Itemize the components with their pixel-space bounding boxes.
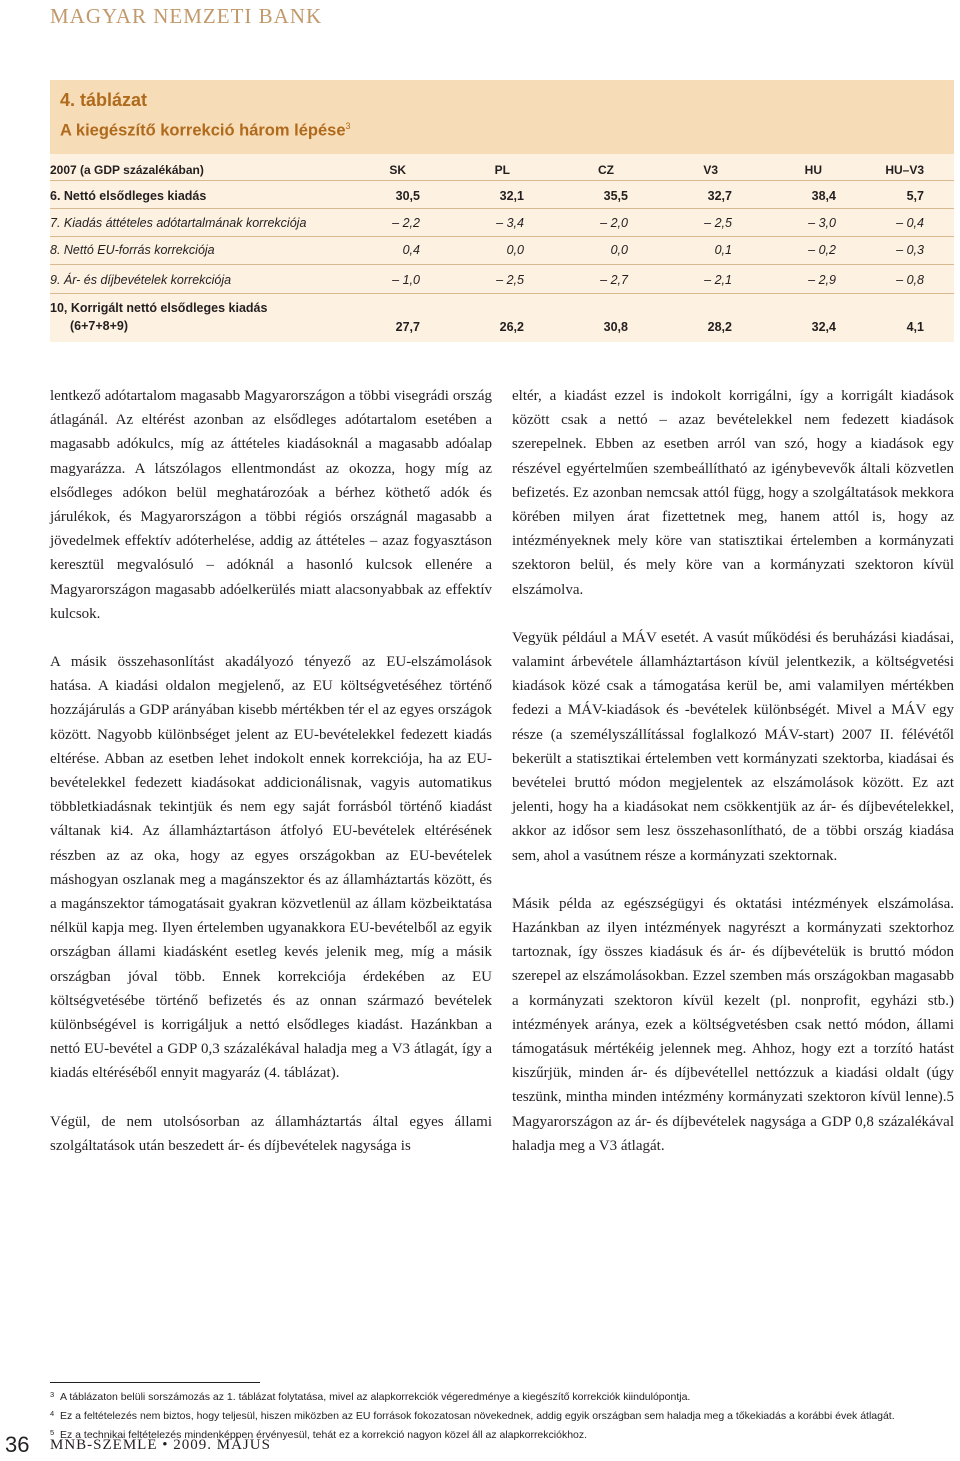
col-header-cz: CZ <box>598 163 614 177</box>
header-brand: MAGYAR NEMZETI BANK <box>50 4 323 28</box>
footnote-divider <box>50 1382 260 1383</box>
table-rule <box>50 236 954 237</box>
cell-v3: 0,1 <box>714 243 732 257</box>
cell-cz: 0,0 <box>610 243 628 257</box>
footnote-number: 3 <box>50 1390 55 1399</box>
cell-v3: 2,5 <box>714 216 732 230</box>
paragraph: A másik összehasonlítást akadályozó tényező az EU-elszámolások hatása. A kiadási oldalon megjelenő, az EU költségvetéséhez történő hozzájárulás a GDP arányában kisebb mértékben tér el az egyes országok között. Nagyobb különbséget jelent az EU-bevételekkel fedezett kiadás eltérése. Abban az esetben lehet indokolt ennek korrekciója, ha az EU-bevételekkel fedezett kiadásokat addicionálisnak, vagyis automatikus többletkiadásnak tekintjük és nem egy saját forrásból történő kiadást váltanak ki4. Az államháztartáson átfolyó EU-bevételek eltérésének részben az az oka, hogy az egyes országokban az EU-bevételek máshogyan oszlanak meg a magánszektor és az államháztartás között, és a magánszektor támogatásait gyakran közvetlenül az állam közbeiktatása nélkül kapja meg. Ilyen értelemben ugyanakkora EU-bevételből az egyik országban állami kiadásként esetleg kevés jelenik meg, míg a másik országban jóval több. Ennek korrekciója érdekében az EU költségvetésébe történő befizetés és az onnan származó bevételek különbségével is korrigáljuk a nettó elsődleges kiadást. Hazánkban a nettó EU-bevétel a GDP 0,3 százalékával haladja meg a V3 átlagát, így a kiadás eltéréséből ennyit magyaráz (4. táblázat). <box>50 654 492 1082</box>
cell-sk: 1,0 <box>402 273 420 287</box>
col-header-hu: HU <box>804 163 822 177</box>
publication-footer: MNB-SZEMLE • 2009. MÁJUS <box>50 1437 271 1453</box>
cell-hu: 32,4 <box>811 320 836 334</box>
table-subtitle-note: 3 <box>345 121 351 131</box>
cell-sk: 30,5 <box>395 189 420 203</box>
cell-pl: 32,1 <box>499 189 524 203</box>
col-header-v3: V3 <box>703 163 718 177</box>
cell-hu: 2,9 <box>818 273 836 287</box>
cell-hu: 38,4 <box>811 189 836 203</box>
table-rule <box>50 264 954 265</box>
total-label-line1: 10, Korrigált nettó elsődleges kiadás <box>50 301 268 315</box>
cell-hu-v3: 5,7 <box>906 189 924 203</box>
row-label: 9. Ár- és díjbevételek korrekciója <box>50 273 232 287</box>
footnote-number: 5 <box>50 1428 55 1437</box>
cell-v3: 32,7 <box>707 189 732 203</box>
table-header-band <box>50 80 954 154</box>
table-rule <box>50 180 954 181</box>
cell-hu-v3: 4,1 <box>906 320 924 334</box>
paragraph: Vegyük például a MÁV esetét. A vasút működési és beruházási kiadásai, valamint árbevétele államháztartáson kívül jelentkezik, a költségvetési kiadások közé csak a támogatása kerül be, ami valamilyen mértékben fedezi a MÁV-kiadások és -bevételek különbségét. Mivel a MÁV egy része (a személyszállítással foglalkozó MÁV-start) 2007 II. félévétől bekerült a statisztikai értelemben vett kormányzati szektorba, kiadásai és bevételei bruttó módon megjelentek az elszámolások között. Ez azt jelenti, hogy ha a kiadásokat nem csökkentjük az ár- és díjbevételekkel, akkor az idősor sem lesz összehasonlítható, de a többi ország kiadása sem, ahol a vasútnem része a kormányzati szektornak. <box>512 629 954 864</box>
footnote-text: Ez a technikai feltételezés mindenképpen érvényesül, tehát ez a korrekció nagyon közel áll az alapkorrekciókhoz. <box>60 1429 588 1441</box>
cell-cz: 35,5 <box>603 189 628 203</box>
table-title: 4. táblázat <box>60 90 148 110</box>
cell-v3: 2,1 <box>714 273 732 287</box>
cell-hu-v3: 0,3 <box>906 243 924 257</box>
row-label: 6. Nettó elsődleges kiadás <box>50 189 207 203</box>
paragraph: Másik példa az egészségügyi és oktatási intézmények elszámolása. Hazánkban az ilyen intézmények nagyrészt a kormányzati szektorhoz tartoznak, így összes kiadásuk és ár- és díjbevételük is bruttó módon szerepel az elszámolásokban. Ezzel szemben más országokban magasabb a kormányzati szektoron kívül kezelt (pl. nonprofit, egyházi stb.) intézmények aránya, ezek a költségvetésben csak nettó módon, állami támogatásuk mértékéig jelennek meg. Ahhoz, hogy ezt a torzító hatást kiszűrjük, minden ár- és díjbevétellel nettózzuk a kiadási oldalt (úgy teszünk, mintha minden intézmény kormányzati szektoron kívül lenne).5 Magyarországon az ár- és díjbevételek nagysága a GDP 0,8 százalékával haladja meg a V3 átlagát. <box>512 895 954 1154</box>
table-4: 4. táblázat A kiegészítő korrekció három lépése$^3$ 2007 (a GDP százalékában) SK PL CZ V3 HU HU–V3 6. Nettó elsődleges kiadás 30,5 32,1 35,5 32,7 38,4 5,7 7. Kiadás áttételes adótartalmának korrekciója – 2,2 – 3,4 – 2,0 – 2,5 – 3,0 – 0,4 8. Nettó EU-forrás korrekciója 0,4 0,0 0,0 0,1 – 0,2 – 0,3 9. Ár- és díjbevételek korrekciója – 1,0 – 2,5 – 2,7 – 2,1 – 2,9 – 0,8 10, Korrigált nettó elsődleges kiadás (6+7+8+9) 27,7 26,2 30,8 28,2 32,4 4,1 <box>50 80 954 342</box>
body-column-left <box>50 384 492 1182</box>
footnote-text: A táblázaton belüli sorszámozás az 1. táblázat folytatása, mivel az alapkorrekciók végeredménye a kiegészítő korrekciók kiindulópontja. <box>60 1391 691 1403</box>
cell-pl: 2,5 <box>506 273 524 287</box>
cell-sk: 27,7 <box>395 320 420 334</box>
body-column-right <box>512 384 954 1182</box>
cell-hu: 3,0 <box>818 216 836 230</box>
table-rule <box>50 208 954 209</box>
col-header-sk: SK <box>389 163 406 177</box>
cell-sk: 2,2 <box>402 216 420 230</box>
cell-hu: 0,2 <box>818 243 836 257</box>
col-header-pl: PL <box>494 163 510 177</box>
cell-cz: 2,7 <box>610 273 628 287</box>
table-rule <box>50 293 954 294</box>
cell-pl: 3,4 <box>506 216 524 230</box>
cell-pl: 26,2 <box>499 320 524 334</box>
cell-pl: 0,0 <box>506 243 524 257</box>
footnote-text: Ez a feltételezés nem biztos, hogy teljesül, hiszen miközben az EU források fokozatosan növekednek, addig egyik országban sem haladja meg a tőkekiadás a korábbi évek átlagát. <box>60 1410 895 1422</box>
cell-cz: 30,8 <box>603 320 628 334</box>
footnote <box>50 1390 954 1405</box>
total-label-line2: (6+7+8+9) <box>70 319 129 333</box>
col-header-unit: 2007 (a GDP százalékában) <box>50 163 204 177</box>
table-subtitle: A kiegészítő korrekció három lépése$^3$ <box>60 121 351 140</box>
footnote <box>50 1409 954 1424</box>
cell-sk: 0,4 <box>402 243 420 257</box>
paragraph: lentkező adótartalom magasabb Magyarországon a többi visegrádi ország átlagánál. Az eltérést azonban az elsődleges adótartalom esetében a magasabb adókulcs, míg az áttételes kiadásoknál a magasabb adóalap magyarázza. A látszólagos ellentmondást az okozza, hogy míg az elsődleges adókon belül meghatározóak a bérhez köthető adók és járulékok, és Magyarországon a többi régiós országnál magasabb a jövedelmek effektív adóterhelése, addig az áttételes – azaz fogyasztáson keresztül megvalósuló – adóknál a hasonló kulcsok ellenére a Magyarországon magasabb adóelkerülés miatt alacsonyabbak az effektív kulcsok. <box>50 388 492 622</box>
footnote-number: 4 <box>50 1409 55 1418</box>
paragraph: Végül, de nem utolsósorban az államháztartás által egyes állami szolgáltatások után beszedett ár- és díjbevételek nagysága is <box>50 1113 492 1154</box>
col-header-hu-v3: HU–V3 <box>885 163 924 177</box>
cell-v3: 28,2 <box>707 320 732 334</box>
cell-cz: 2,0 <box>610 216 628 230</box>
cell-hu-v3: 0,8 <box>906 273 924 287</box>
cell-hu-v3: 0,4 <box>906 216 924 230</box>
page-number: 36 <box>5 1432 30 1457</box>
row-label: 7. Kiadás áttételes adótartalmának korrekciója <box>50 216 307 230</box>
paragraph: eltér, a kiadást ezzel is indokolt korrigálni, így a korrigált kiadások között csak a nettó – azaz bevételekkel nem fedezett kiadások szerepelnek. Ebben az esetben arról van szó, hogy a kiadások egy részével egyértelműen szembeállítható az igénybevevők általi közvetlen befizetés. Ez azonban nemcsak attól függ, hogy a szolgáltatások mekkora körében milyen árat fizettetnek meg, hanem attól is, hogy az intézményeknek mely köre van statisztikai értelemben a kormányzati szektoron belül, és mely köre van a kormányzati szektoron kívül elszámolva. <box>512 388 954 598</box>
row-label: 8. Nettó EU-forrás korrekciója <box>50 243 215 257</box>
